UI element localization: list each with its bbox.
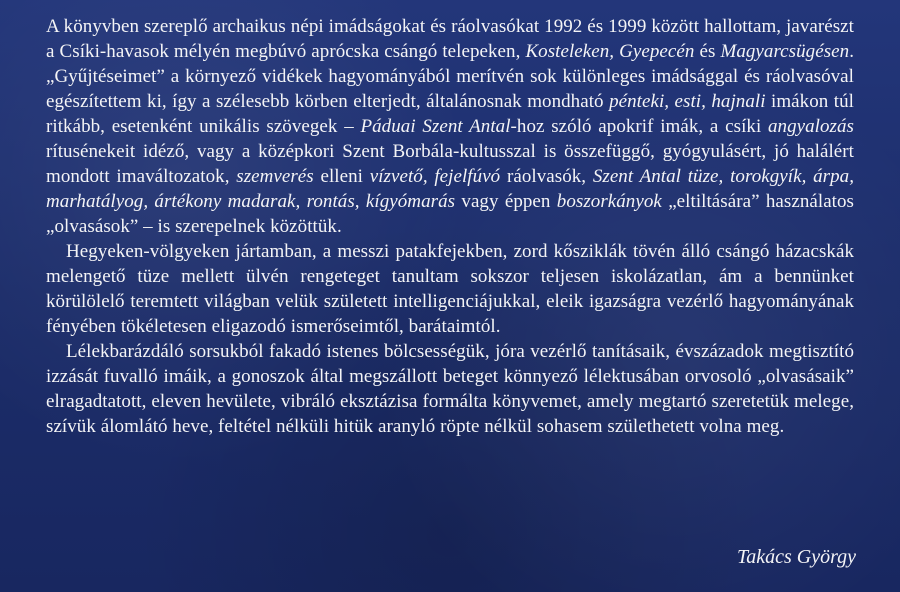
italic-text-segment: Páduai Szent Antal: [360, 116, 511, 137]
text-segment: és: [694, 41, 721, 62]
italic-text-segment: Magyarcsügésen: [720, 41, 850, 62]
text-segment: A könyvben szereplő archaikus népi imádságokat és ráolvasókat 1992 és 1999 között hallottam, javarészt a Csíki-havasok mélyén megbúvó aprócska csángó telepeken,: [46, 16, 854, 62]
text-segment: vagy éppen: [455, 191, 557, 212]
text-segment: ráolvasók,: [500, 166, 593, 187]
italic-text-segment: angyalozás: [768, 116, 854, 137]
body-text: [46, 14, 854, 439]
italic-text-segment: pénteki, esti, hajnali: [609, 91, 766, 112]
text-segment: -hoz szóló apokrif imák, a csíki: [510, 116, 768, 137]
italic-text-segment: Szent Antal tüze, torokgyík, árpa, marhatályog, ártékony madarak, rontás, kígyómarás: [46, 166, 854, 212]
text-segment: „eltiltására” használatos „olvasások” – is szerepelnek közöttük.: [46, 191, 855, 237]
text-segment: Hegyeken-völgyeken jártamban, a messzi patakfejekben, zord kősziklák tövén álló csángó házacskák melengető tüze mellett ülvén rengeteget tanultam sokszor teljesen iskolázatlan, ám a bennünket körülölelő teremtett világban velük született intelligenciájukkal, eleik igazságra vezérlő hagyományának fényében tökéletesen eligazodó ismerőseimtől, barátaimtól.: [46, 241, 854, 337]
italic-text-segment: szemverés: [236, 166, 314, 187]
paragraph-2: [46, 239, 854, 339]
author-signature: Takács György: [736, 546, 856, 568]
italic-text-segment: Kosteleken, Gyepecén: [525, 41, 695, 62]
text-segment: elleni: [313, 166, 370, 187]
paragraph-1: [46, 14, 854, 239]
text-segment: . „Gyűjtéseimet” a környező vidékek hagyományából merítvén sok különleges imádsággal és ráolvasóval egészítettem ki, így a szélesebb körben elterjedt, általánosnak mondható: [46, 41, 854, 112]
paragraph-3: [46, 339, 854, 439]
text-segment: rítusénekeit idéző, vagy a középkori Szent Borbála-kultusszal is összefüggő, gyógyulásért, jó halálért mondott imaváltozatok,: [46, 141, 854, 187]
italic-text-segment: boszorkányok: [556, 191, 662, 212]
italic-text-segment: vízvető, fejelfúvó: [369, 166, 501, 187]
text-segment: imákon túl ritkább, esetenként unikális szövegek –: [46, 91, 854, 137]
text-segment: Lélekbarázdáló sorsukból fakadó istenes bölcsességük, jóra vezérlő tanításaik, évszázadok megtisztító izzását fuvalló imáik, a gonoszok által megszállott beteget könnyező lélektusában orvosoló „olvasásaik” elragadtatott, eleven hevülete, vibráló eksztázisa formálta könyvemet, amely megtartó szeretetük melege, szívük álomlátó heve, feltétel nélküli hitük aranyló röpte nélkül sohasem születhetett volna meg.: [46, 341, 854, 437]
